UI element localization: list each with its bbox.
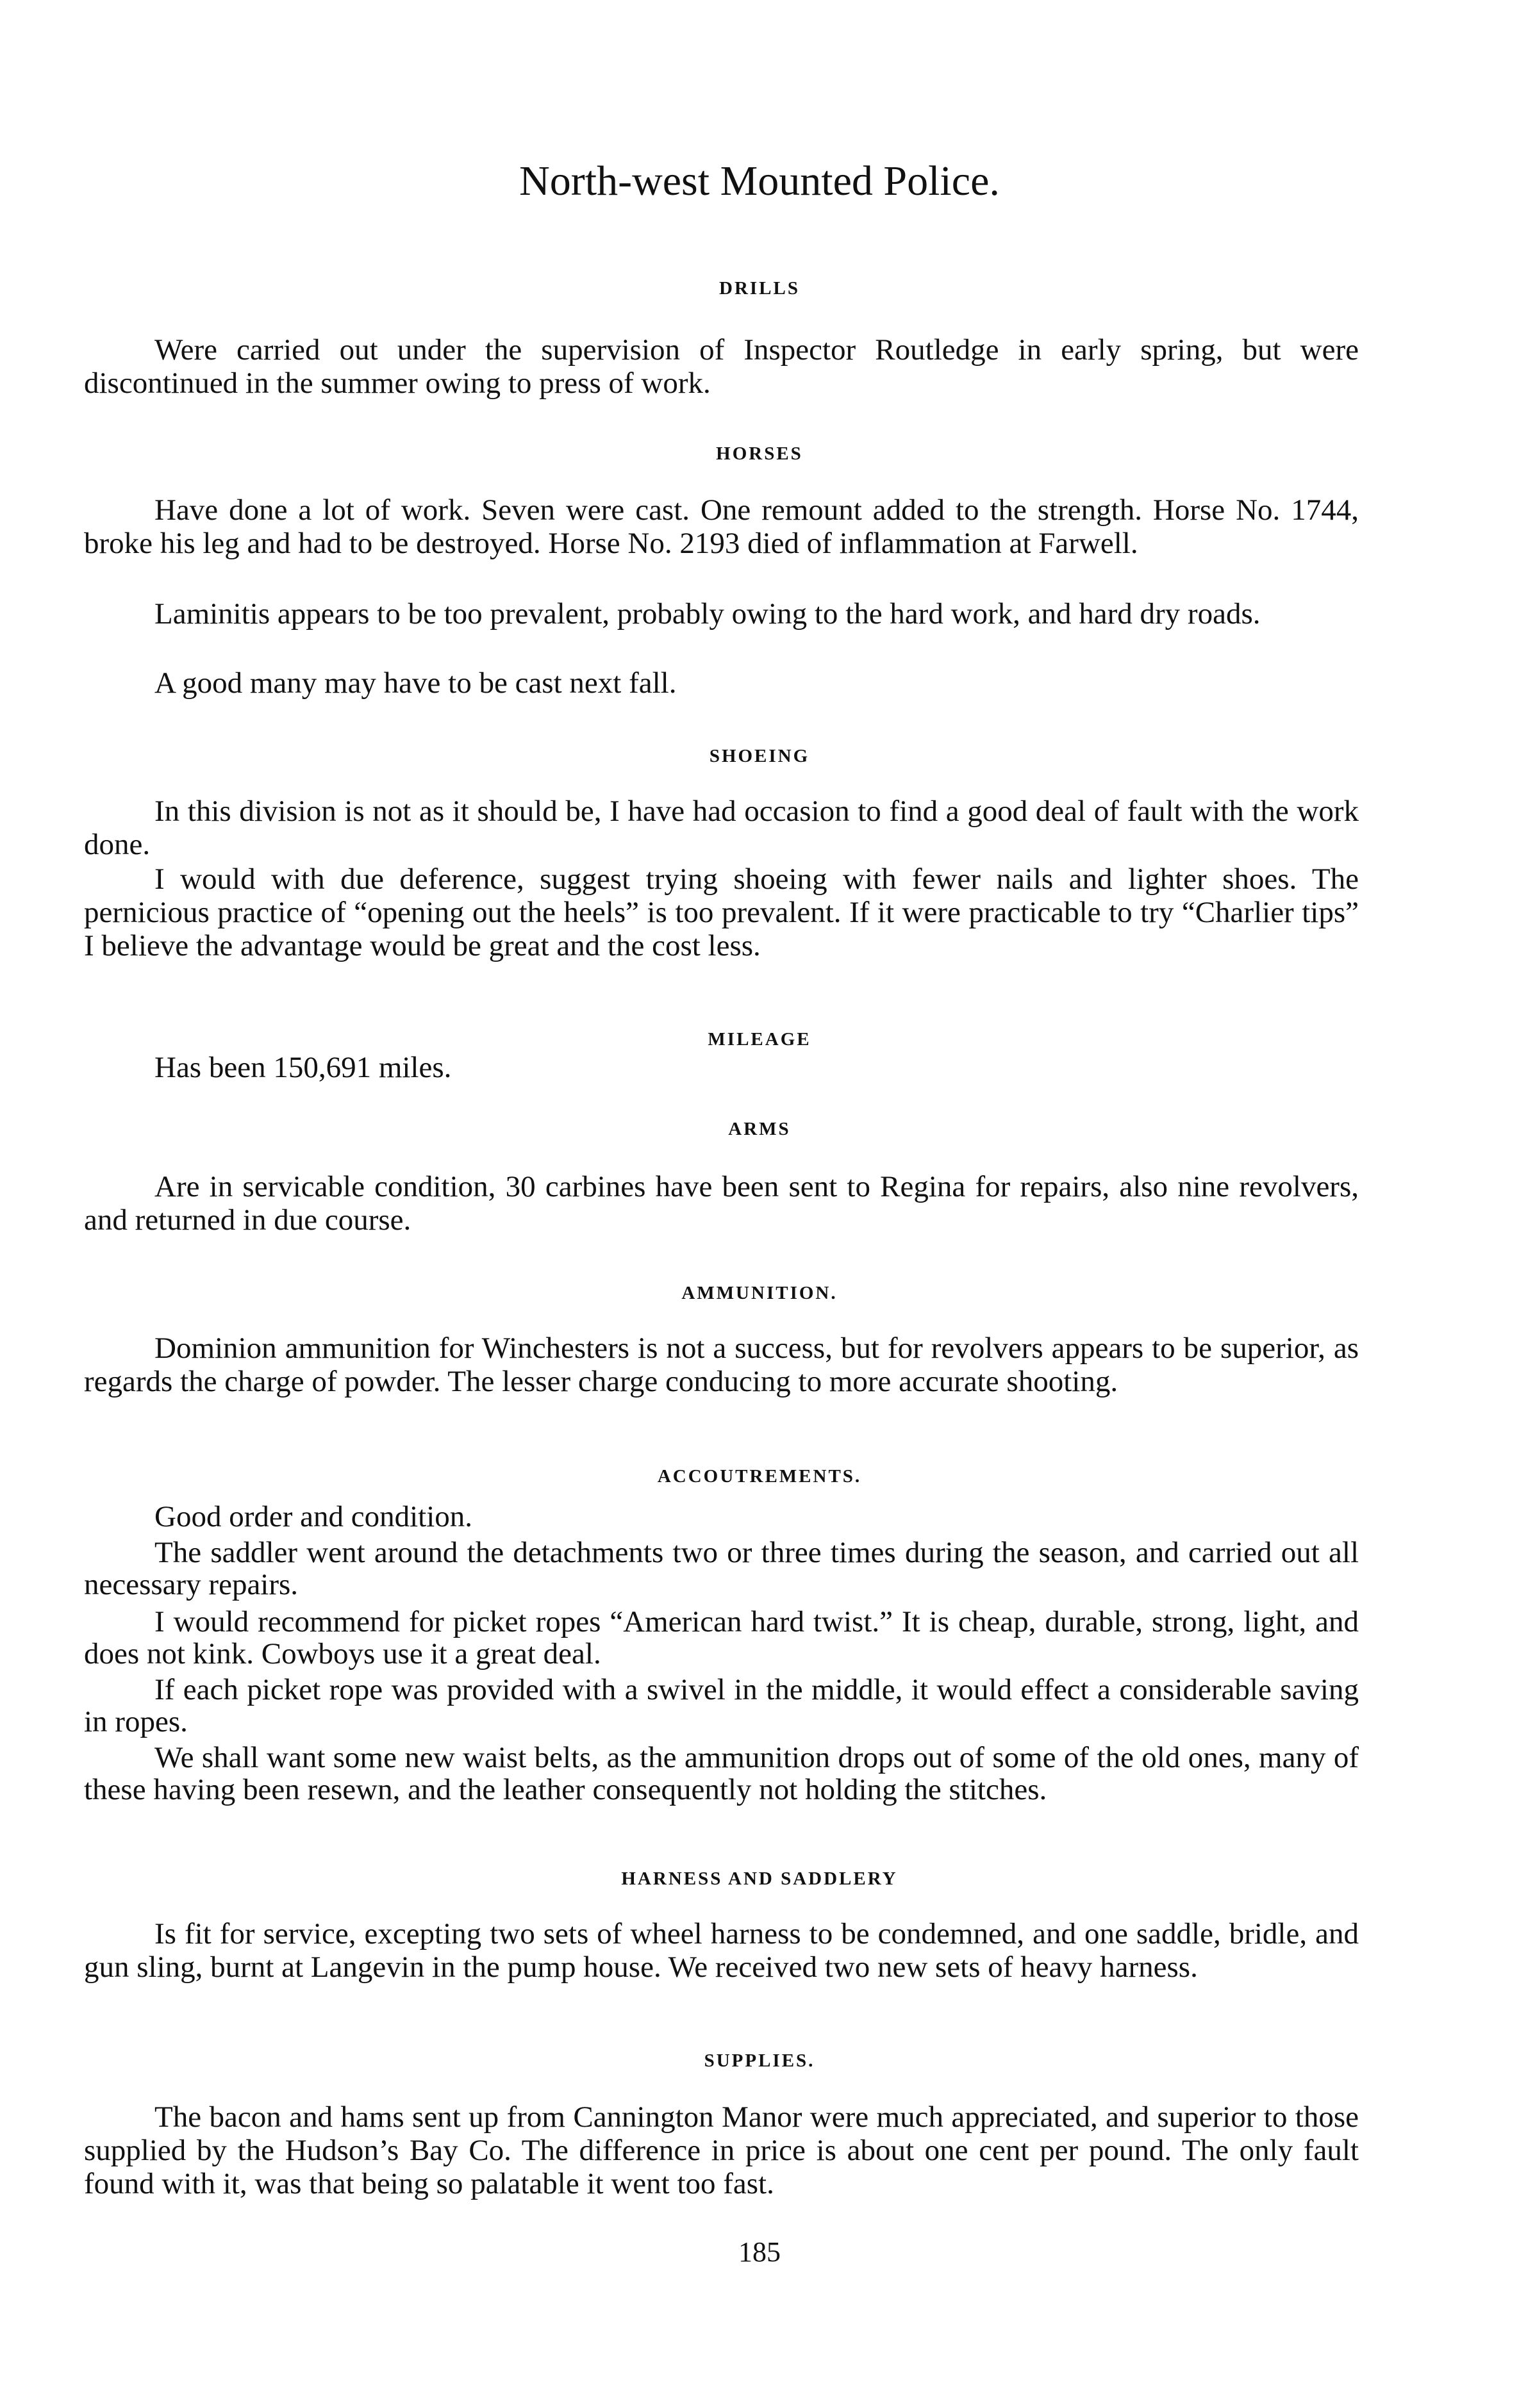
harness-paragraph-1: Is fit for service, excepting two sets of wheel harness to be condemned, and one saddle, bridle, and gun sling, burnt at Langevin in the pump house. We received two new sets of heavy harness.	[84, 1917, 1359, 1984]
heading-accoutrements: ACCOUTREMENTS.	[657, 1466, 862, 1487]
accoutrements-paragraph-3: I would recommend for picket ropes “American hard twist.” It is cheap, durable, strong, light, and does not kink. Cowboys use it a great deal.	[84, 1605, 1359, 1670]
page-title: North-west Mounted Police.	[519, 158, 1000, 204]
heading-ammunition: AMMUNITION.	[681, 1283, 838, 1303]
accoutrements-paragraph-2: The saddler went around the detachments two or three times during the season, and carried out all necessary repairs.	[84, 1536, 1359, 1601]
mileage-paragraph-1: Has been 150,691 miles.	[154, 1051, 452, 1084]
heading-shoeing: SHOEING	[709, 746, 810, 766]
accoutrements-paragraph-4: If each picket rope was provided with a swivel in the middle, it would effect a considerable saving in ropes.	[84, 1673, 1359, 1738]
horses-paragraph-3: A good many may have to be cast next fall.	[154, 666, 677, 700]
accoutrements-paragraph-1: Good order and condition.	[154, 1500, 473, 1533]
arms-paragraph-1: Are in servicable condition, 30 carbines have been sent to Regina for repairs, also nine revolvers, and returned in due course.	[84, 1170, 1359, 1237]
horses-paragraph-2: Laminitis appears to be too prevalent, probably owing to the hard work, and hard dry roads.	[154, 597, 1261, 631]
heading-mileage: MILEAGE	[708, 1029, 811, 1050]
accoutrements-paragraph-5: We shall want some new waist belts, as the ammunition drops out of some of the old ones, many of these having been resewn, and the leather consequently not holding the stitches.	[84, 1741, 1359, 1806]
heading-horses: HORSES	[716, 443, 803, 464]
drills-paragraph-1: Were carried out under the supervision of Inspector Routledge in early spring, but were discontinued in the summer owing to press of work.	[84, 333, 1359, 400]
heading-arms: ARMS	[728, 1119, 791, 1139]
supplies-paragraph-1: The bacon and hams sent up from Cannington Manor were much appreciated, and superior to those supplied by the Hudson’s Bay Co. The difference in price is about one cent per pound. The only fault found with it, was that being so palatable it went too fast.	[84, 2100, 1359, 2200]
horses-paragraph-1: Have done a lot of work. Seven were cast. One remount added to the strength. Horse No. 1744, broke his leg and had to be destroyed. Horse No. 2193 died of inflammation at Farwell.	[84, 493, 1359, 560]
heading-drills: DRILLS	[719, 278, 800, 299]
heading-supplies: SUPPLIES.	[704, 2050, 815, 2071]
shoeing-paragraph-2: I would with due deference, suggest trying shoeing with fewer nails and lighter shoes. The pernicious practice of “opening out the heels” is too prevalent. If it were practicable to try “Charlier tips” I believe the advantage would be great and the cost less.	[84, 862, 1359, 962]
ammunition-paragraph-1: Dominion ammunition for Winchesters is not a success, but for revolvers appears to be superior, as regards the charge of powder. The lesser charge conducing to more accurate shooting.	[84, 1332, 1359, 1398]
page-number: 185	[738, 2236, 781, 2268]
shoeing-paragraph-1: In this division is not as it should be, I have had occasion to find a good deal of fault with the work done.	[84, 795, 1359, 861]
heading-harness-and-saddlery: HARNESS AND SADDLERY	[621, 1868, 898, 1889]
